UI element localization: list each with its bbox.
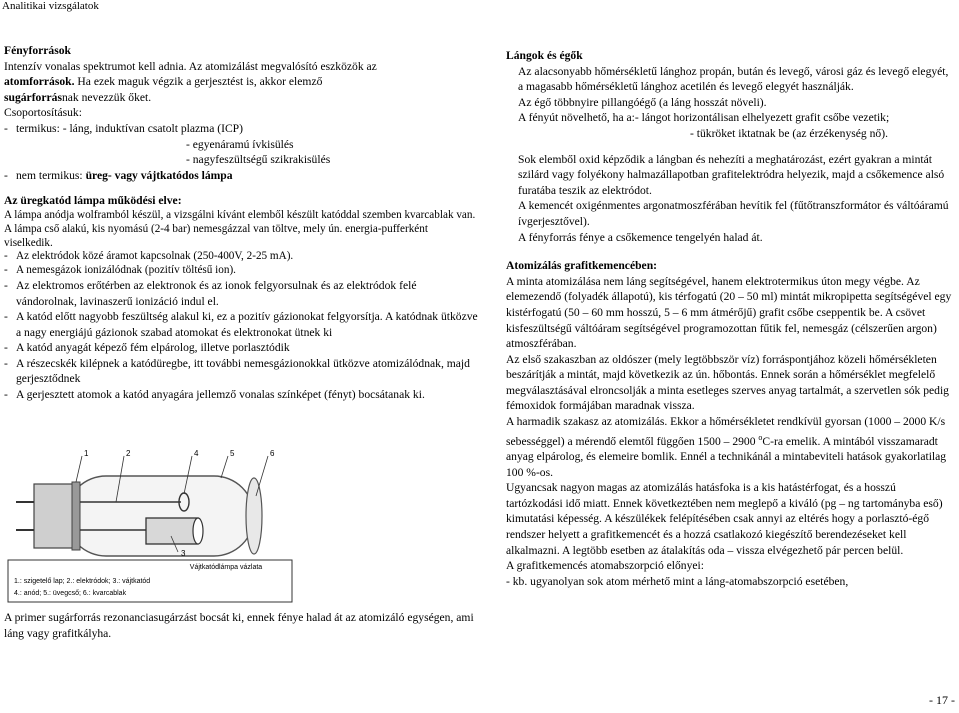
- hollow-cathode-lamp-figure: [6, 436, 294, 604]
- page-header: Analitikai vizsgálatok: [2, 0, 99, 12]
- lamp-item-4: - A katód előtt nagyobb feszültség alakul ki, ez a pozitív gázionokat felgyorsítja. A katódnak ütközve a nagy energiájú gázionok szabad atomokat és elektronokat ütnek ki: [4, 310, 478, 339]
- flames-paragraph-1: Az alacsonyabb hőmérsékletű lánghoz propán, bután és levegő, városi gáz és levegő elegyét, a magasabb hőmérsékletű lánghoz acetilén és levegő elegyét használják.: [518, 64, 949, 94]
- insulating-plate: [72, 482, 80, 550]
- figure-legend-line-2: 4.: anód; 5.: üvegcső; 6.: kvarcablak: [14, 590, 127, 597]
- lamp-item-1: - Az elektródok közé áramot kapcsolnak (250-400V, 2-25 mA).: [4, 250, 294, 263]
- figure-label-5: 5: [230, 449, 235, 458]
- section-title-graphite: Atomizálás grafitkemencében:: [506, 259, 658, 273]
- lamp-base: [34, 484, 74, 548]
- advantages-item-1: - kb. ugyanolyan sok atom mérhető mint a láng-atomabszorpció esetében,: [506, 574, 849, 588]
- section-title-flames: Lángok és égők: [506, 49, 583, 62]
- figure-label-6: 6: [270, 449, 275, 458]
- oxide-paragraph-1: Sok elemből oxid képződik a lángban és nehezíti a meghatározást, ezért gyakran a mintát szilárd vagy folyékony halmazállapotban grafitelektródra helyezik, majd a csőkemence alsó furatába teszik az elektródot.: [518, 152, 945, 197]
- figure-label-4: 4: [194, 449, 199, 458]
- left-column: [4, 43, 479, 403]
- page-number: - 17 -: [929, 693, 955, 707]
- hollow-cathode: [146, 518, 198, 544]
- lamp-paragraph: A lámpa anódja wolframból készül, a vizsgálni kívánt elemből készült katóddal szemben kvarcablak van. A lámpa cső alakú, kis nyomású (2-4 bar) nemesgázzal van töltve, mely ún. energia-pufferként viselkedik.: [4, 208, 476, 249]
- thermal-sub-2: - nagyfeszültségű szikrakisülés: [186, 153, 331, 167]
- lamp-item-6: - A részecskék kilépnek a katódüregbe, itt további nemesgázionokkal ütközve atomizálódnak, majd gerjesztődnek: [4, 356, 470, 386]
- lamp-item-7: - A gerjesztett atomok a katód anyagára jellemző vonalas színképet (fényt) bocsátanak ki.: [4, 388, 425, 402]
- figure-legend-line-1: 1.: szigetelő lap; 2.: elektródok; 3.: vájtkatód: [14, 578, 151, 585]
- oxide-paragraph-3: A fényforrás fénye a csőkemence tengelyén halad át.: [518, 230, 763, 244]
- nonthermal-item: - nem termikus: üreg- vagy vájtkatódos lámpa: [4, 168, 233, 182]
- graphite-paragraph-1: A minta atomizálása nem láng segítségével, hanem elektrotermikus úton megy végbe. Az elemezendő (folyadék állapotú), kis térfogatú (20 – 50 ml) mintát mikropipetta segítségével egy kistérfogatú (50 – 60 mm hosszú, 5 – 6 mm átmérőjű) grafit csőbe cseppentik be. A csövet kisfeszültségű váltóáram segítségével programozottan fűtik fel, nemesgáz (célszerűen argon) atmoszférában.: [506, 274, 952, 351]
- right-column: [506, 48, 952, 589]
- oxide-paragraph-2: A kemencét oxigénmentes argonatmoszférában hevítik fel (fűtőtranszformátor és váltóáramú ívgerjesztővel).: [518, 199, 949, 228]
- flames-paragraph-3: A fényút növelhető, ha a:- lángot horizontálisan elhelyezett grafit csőbe vezetik;: [518, 111, 890, 125]
- graphite-paragraph-2: Az első szakaszban az oldószer (mely legtöbbször víz) forráspontjához közeli hőmérsékleten beszárítják a mintát, majd következik az ún. hőbontás. Ennek során a hőmérséklet megfelelő megválasztásával elroncsolják a minta esetleges szerves anyag tartalmát, a szervetlen sók pedig fémoxidok formájában maradnak vissza.: [506, 352, 949, 413]
- lamp-title: Az üregkatód lámpa működési elve:: [4, 194, 182, 208]
- advantages-title: A grafitkemencés atomabszorpció előnyei:: [506, 559, 704, 573]
- groups-title: Csoportosításuk:: [4, 106, 82, 120]
- figure-label-1: 1: [84, 449, 89, 458]
- lamp-item-5: - A katód anyagát képező fém elpárolog, illetve porlasztódik: [4, 341, 290, 355]
- figure-label-2: 2: [126, 449, 131, 458]
- intro-line-2: atomforrások. Ha ezek maguk végzik a gerjesztést is, akkor elemző: [4, 75, 323, 89]
- quartz-window: [246, 478, 262, 554]
- closing-paragraph: A primer sugárforrás rezonanciasugárzást bocsát ki, ennek fénye halad át az atomizáló egységen, ami láng vagy grafitkályha.: [4, 611, 474, 640]
- intro-line-1: Intenzív vonalas spektrumot kell adnia. Az atomizálást megvalósító eszközök az: [4, 59, 377, 73]
- figure-label-3: 3: [181, 549, 186, 558]
- lamp-item-3: - Az elektromos erőtérben az elektronok és az ionok felgyorsulnak és az elektródok felé vándorolnak, lavinaszerű ionizáció indul el.: [4, 278, 417, 308]
- graphite-paragraph-4: Ugyancsak nagyon magas az atomizálás hatásfoka is a kis hatástérfogat, és a hosszú tartózkodási idő miatt. Ennek következtében nem meglepő a kiváló (pg – ng tartományba eső) kimutatási képesség. A készülékek felépítésében csak annyi az eltérés hogy a porlasztó-égő rendszer helyett a grafitkemencét és a hozzá csatlakozó kiegészítő berendezéseket kell alkalmazni. A legtöbb esetben az átalakítás oda – vissza elvégezhető pár percen belül.: [506, 481, 943, 557]
- flames-paragraph-4: - tükröket iktatnak be (az érzékenység nő).: [690, 126, 888, 140]
- section-title-light-sources: Fényforrások: [4, 44, 71, 57]
- flames-paragraph-2: Az égő többnyire pillangóégő (a láng hosszát növeli).: [518, 95, 767, 109]
- graphite-paragraph-3: A harmadik szakasz az atomizálás. Ekkor a hőmérsékletet rendkívül gyorsan (1000 – 2000 K/s sebességgel) a mérendő elemtől függően 1500 – 2900 $^o$C-ra emelik. A mintából visszamaradt anyag elpárolog, és elemeire bomlik. Ennél a technikánál a mintabeviteli hatások gyakorlatilag 100 %-os.: [506, 415, 947, 479]
- thermal-item: - termikus: - láng, induktívan csatolt plazma (ICP): [4, 121, 243, 135]
- intro-line-3: sugárforrásnak nevezzük őket.: [4, 90, 152, 104]
- thermal-sub-1: - egyenáramú ívkisülés: [186, 137, 294, 151]
- figure-title: Vájtkatódlámpa vázlata: [189, 564, 263, 571]
- lamp-item-2: - A nemesgázok ionizálódnak (pozitív töltésű ion).: [4, 264, 236, 277]
